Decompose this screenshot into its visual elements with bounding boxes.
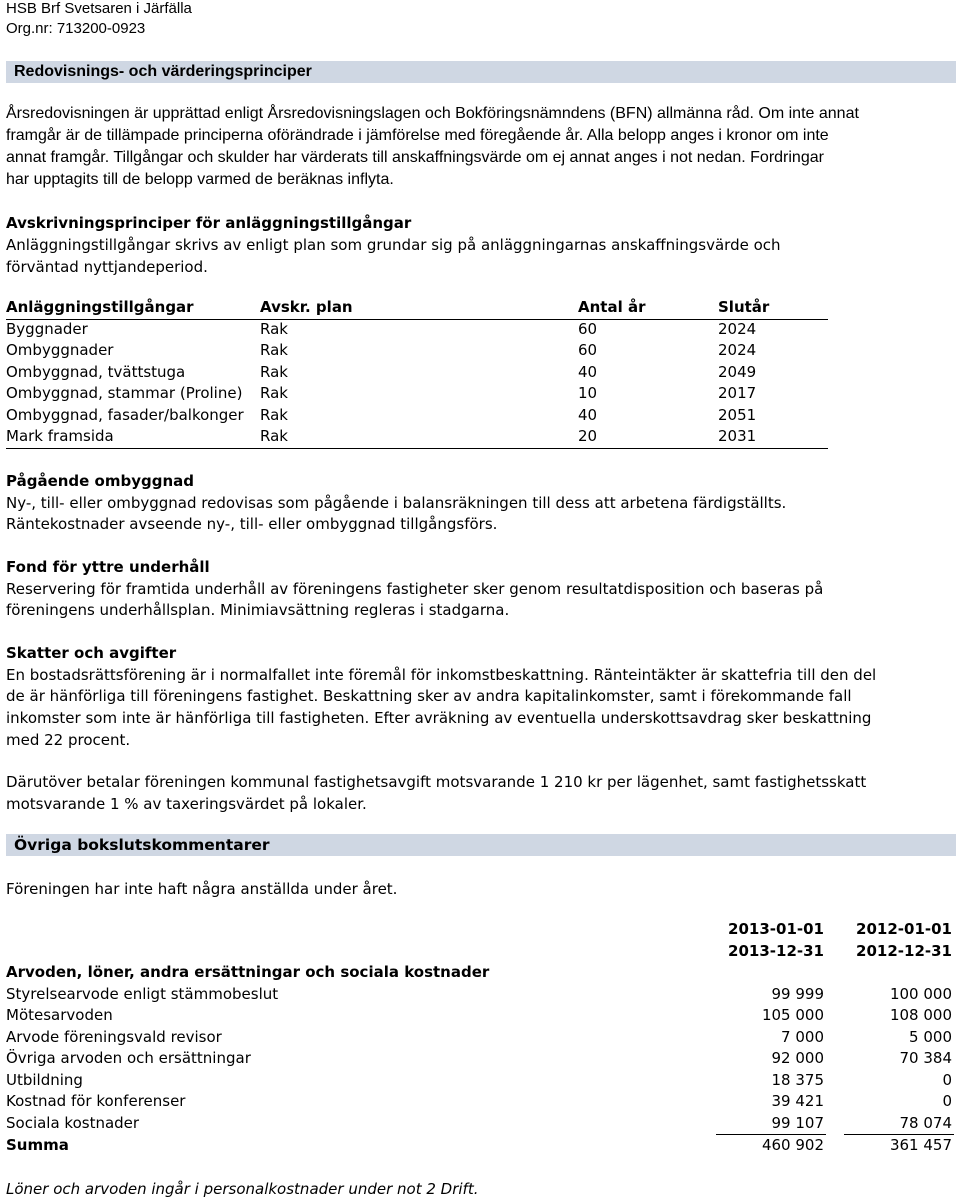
table-row — [6, 1071, 954, 1092]
period2-to: 2012-12-31 — [856, 942, 952, 960]
cell-asset: Mark framsida — [6, 427, 114, 445]
cell-value-previous: 0 — [942, 1092, 952, 1110]
table-row — [6, 406, 828, 427]
cell-label: Utbildning — [6, 1071, 83, 1089]
depreciation-text-2: förväntad nyttjandeperiod. — [6, 258, 208, 276]
cell-years: 40 — [578, 406, 598, 424]
depreciation-footer-rule — [6, 448, 828, 449]
sum-rule-previous — [844, 1134, 954, 1135]
col-header-asset: Anläggningstillgångar — [6, 298, 194, 316]
table-row — [6, 1028, 954, 1049]
cell-asset: Byggnader — [6, 320, 88, 338]
period-from-row — [6, 920, 954, 941]
total-previous: 361 457 — [889, 1136, 952, 1154]
fund-text-1: Reservering för framtida underhåll av föreningens fastigheter sker genom resultatdisposition och baseras på — [6, 580, 824, 598]
ongoing-text-2: Räntekostnader avseende ny-, till- eller ombyggnad tillgångsförs. — [6, 515, 498, 533]
table-row — [6, 1114, 954, 1135]
table-row — [6, 1006, 954, 1027]
total-row — [6, 1136, 954, 1157]
cell-value-current: 39 421 — [771, 1092, 824, 1110]
cell-years: 60 — [578, 320, 598, 338]
cell-end-year: 2049 — [718, 363, 757, 381]
cell-value-current: 92 000 — [771, 1049, 824, 1067]
org-name: HSB Brf Svetsaren i Järfälla — [6, 0, 192, 17]
cell-plan: Rak — [260, 320, 288, 338]
table-row — [6, 363, 828, 384]
principles-text-1: Årsredovisningen är upprättad enligt Årsredovisningslagen och Bokföringsnämndens (BFN) allmänna råd. Om inte annat — [6, 105, 859, 122]
cell-end-year: 2017 — [718, 384, 757, 402]
cell-value-previous: 78 074 — [899, 1114, 952, 1132]
cell-end-year: 2024 — [718, 341, 757, 359]
compensation-heading-label: Arvoden, löner, andra ersättningar och sociala kostnader — [6, 963, 490, 981]
table-row — [6, 427, 828, 448]
cell-plan: Rak — [260, 341, 288, 359]
table-row — [6, 384, 828, 405]
cell-value-previous: 70 384 — [899, 1049, 952, 1067]
cell-asset: Ombyggnader — [6, 341, 114, 359]
principles-text-2: framgår är de tillämpade principerna oförändrade i jämförelse med föregående år. Alla belopp anges i kronor om inte — [6, 127, 829, 144]
principles-text-3: annat framgår. Tillgångar och skulder har värderats till anskaffningsvärde om ej annat anges i not nedan. Fordringar — [6, 149, 824, 166]
sum-rule-current — [716, 1134, 826, 1135]
cell-years: 60 — [578, 341, 598, 359]
org-number: Org.nr: 713200-0923 — [6, 20, 146, 37]
taxes-text-4: med 22 procent. — [6, 731, 131, 749]
cell-years: 40 — [578, 363, 598, 381]
depreciation-text-1: Anläggningstillgångar skrivs av enligt plan som grundar sig på anläggningarnas anskaffningsvärde och — [6, 236, 781, 254]
cell-value-current: 99 999 — [771, 985, 824, 1003]
cell-label: Arvode föreningsvald revisor — [6, 1028, 222, 1046]
cell-years: 10 — [578, 384, 598, 402]
cell-label: Sociala kostnader — [6, 1114, 140, 1132]
cell-end-year: 2024 — [718, 320, 757, 338]
cell-plan: Rak — [260, 406, 288, 424]
table-row — [6, 985, 954, 1006]
taxes-text-5: Därutöver betalar föreningen kommunal fastighetsavgift motsvarande 1 210 kr per lägenhet, samt fastighetsskatt — [6, 773, 867, 791]
col-header-plan: Avskr. plan — [260, 298, 353, 316]
compensation-heading — [6, 963, 954, 984]
other-text-1: Föreningen har inte haft några anställda under året. — [6, 880, 398, 898]
period1-to: 2013-12-31 — [728, 942, 824, 960]
period2-from: 2012-01-01 — [856, 920, 952, 938]
section-title-other: Övriga bokslutskommentarer — [14, 836, 270, 854]
cell-value-previous: 5 000 — [909, 1028, 952, 1046]
taxes-text-6: motsvarande 1 % av taxeringsvärdet på lokaler. — [6, 795, 367, 813]
table-row — [6, 341, 828, 362]
taxes-text-2: de är hänförliga till föreningens fastighet. Beskattning sker av andra kapitalinkomster, samt i förekommande fall — [6, 687, 852, 705]
taxes-text-3: inkomster som inte är hänförliga till fastigheten. Efter avräkning av eventuella underskottsavdrag sker beskattning — [6, 709, 872, 727]
table-row — [6, 320, 828, 341]
section-band-principles — [6, 61, 956, 83]
period1-from: 2013-01-01 — [728, 920, 824, 938]
depreciation-title: Avskrivningsprinciper för anläggningstillgångar — [6, 214, 412, 232]
cell-label: Kostnad för konferenser — [6, 1092, 186, 1110]
cell-value-current: 18 375 — [771, 1071, 824, 1089]
principles-text-4: har upptagits till de belopp varmed de beräknas inflyta. — [6, 171, 394, 188]
compensation-footnote: Löner och arvoden ingår i personalkostnader under not 2 Drift. — [6, 1180, 479, 1198]
cell-years: 20 — [578, 427, 598, 445]
cell-value-current: 99 107 — [771, 1114, 824, 1132]
table-row — [6, 1049, 954, 1070]
cell-plan: Rak — [260, 384, 288, 402]
cell-value-previous: 0 — [942, 1071, 952, 1089]
cell-value-previous: 108 000 — [889, 1006, 952, 1024]
taxes-title: Skatter och avgifter — [6, 644, 177, 662]
cell-value-previous: 100 000 — [889, 985, 952, 1003]
table-row — [6, 1092, 954, 1113]
cell-end-year: 2051 — [718, 406, 757, 424]
fund-text-2: föreningens underhållsplan. Minimiavsättning regleras i stadgarna. — [6, 601, 510, 619]
cell-asset: Ombyggnad, tvättstuga — [6, 363, 186, 381]
taxes-text-1: En bostadsrättsförening är i normalfallet inte föremål för inkomstbeskattning. Ränteintäkter är skattefria till den del — [6, 666, 877, 684]
total-label: Summa — [6, 1136, 69, 1154]
ongoing-title: Pågående ombyggnad — [6, 472, 195, 490]
period-to-row — [6, 942, 954, 963]
fund-title: Fond för yttre underhåll — [6, 558, 210, 576]
cell-asset: Ombyggnad, stammar (Proline) — [6, 384, 243, 402]
section-title-principles: Redovisnings- och värderingsprinciper — [14, 63, 312, 80]
depreciation-table-header — [6, 298, 828, 319]
section-band-other — [6, 834, 956, 856]
total-current: 460 902 — [761, 1136, 824, 1154]
cell-plan: Rak — [260, 363, 288, 381]
cell-label: Styrelsearvode enligt stämmobeslut — [6, 985, 279, 1003]
cell-end-year: 2031 — [718, 427, 757, 445]
col-header-years: Antal år — [578, 298, 646, 316]
cell-plan: Rak — [260, 427, 288, 445]
col-header-end-year: Slutår — [718, 298, 770, 316]
ongoing-text-1: Ny-, till- eller ombyggnad redovisas som pågående i balansräkningen till dess att arbetena färdigställts. — [6, 494, 787, 512]
cell-value-current: 105 000 — [761, 1006, 824, 1024]
cell-value-current: 7 000 — [781, 1028, 824, 1046]
cell-label: Mötesarvoden — [6, 1006, 113, 1024]
cell-label: Övriga arvoden och ersättningar — [6, 1049, 251, 1067]
cell-asset: Ombyggnad, fasader/balkonger — [6, 406, 244, 424]
